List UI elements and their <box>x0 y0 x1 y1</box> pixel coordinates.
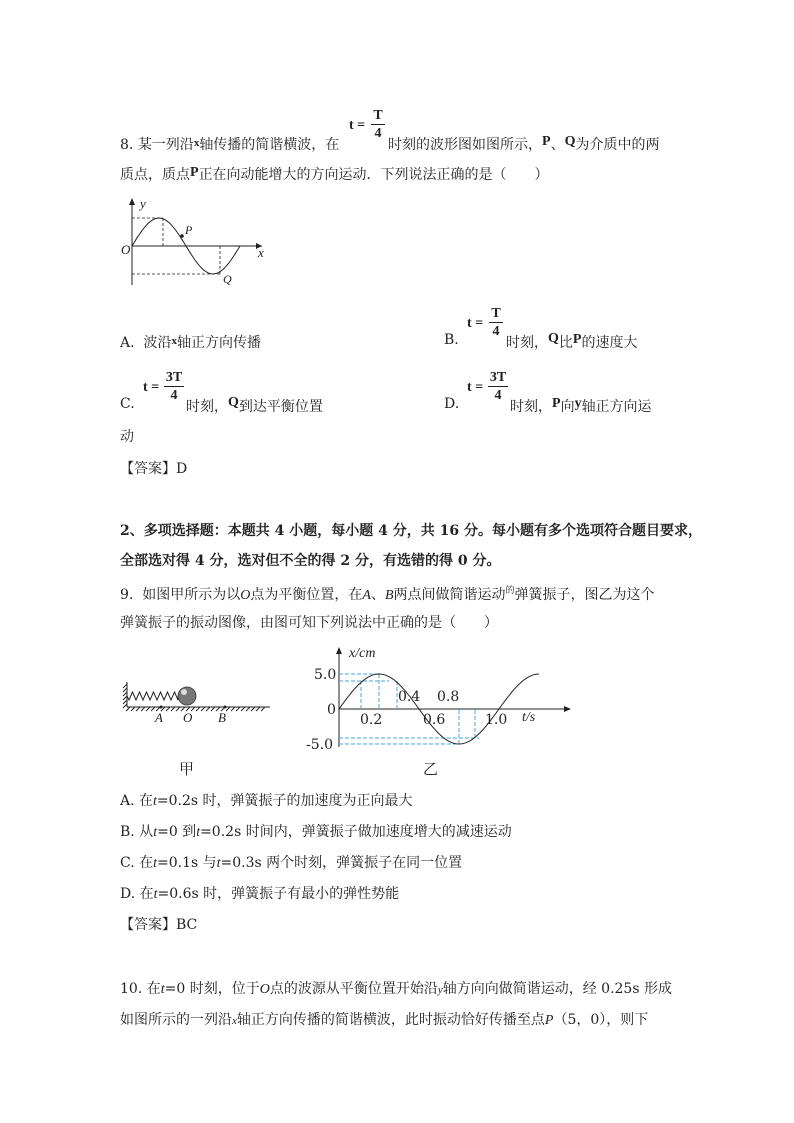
xtick-0.6: 0.6 <box>423 712 446 728</box>
option-label: A. <box>120 335 135 351</box>
q8-text: 轴传播的简谐横波，在 <box>199 137 340 153</box>
ytick-neg5: -5.0 <box>306 737 333 753</box>
x-symbol: x <box>232 1015 237 1027</box>
fig-Q-label: Q <box>223 272 232 286</box>
t-symbol: t <box>153 794 157 809</box>
t-equals: t = <box>467 316 484 331</box>
q10-line2 <box>120 1009 648 1029</box>
option-text: 轴正方向传播 <box>176 335 261 351</box>
chart-ylabel: x/cm <box>349 646 376 661</box>
q8-text: 、 <box>550 137 565 153</box>
xtick-0.2: 0.2 <box>360 712 383 728</box>
option-text: B. 从 <box>120 824 154 840</box>
t-symbol: t <box>160 982 165 997</box>
numerator: T <box>491 306 501 321</box>
A-symbol: A <box>362 588 371 603</box>
q9-text: 弹簧振子，图乙为这个 <box>514 587 655 603</box>
xtick-1.0: 1.0 <box>485 712 508 728</box>
option-text: =0.2s 时，弹簧振子的加速度为正向最大 <box>156 793 413 809</box>
xtick-0.4: 0.4 <box>398 689 421 705</box>
q9-option-A[interactable] <box>120 790 413 810</box>
t-arrow-icon <box>564 706 571 712</box>
Q-symbol: Q <box>564 134 576 149</box>
fig-O-label: O <box>183 710 193 725</box>
B-symbol: B <box>384 588 394 603</box>
q8-text: 为介质中的两 <box>575 137 660 153</box>
numerator: T <box>373 108 383 123</box>
t-symbol: t <box>153 887 158 902</box>
O-symbol: O <box>259 982 270 997</box>
origin-label: O <box>121 242 131 257</box>
q8-text: 某一列沿 <box>137 137 194 153</box>
q10-text: 轴方向向做简谐运动，经 0.25s 形成 <box>442 981 672 997</box>
P-symbol: P <box>542 134 551 149</box>
q8-text: 时刻的波形图如图所示， <box>388 137 542 153</box>
section2-heading-line1: 2、多项选择题：本题共 4 小题，每小题 4 分，共 16 分。每小题有多个选项符合题目要求， <box>120 523 702 539</box>
option-text: 轴正方向运 <box>581 399 652 415</box>
Q-symbol: Q <box>548 331 559 346</box>
option-text: A. 在 <box>120 793 154 809</box>
y-symbol: y <box>574 396 582 411</box>
q10-line1 <box>120 978 672 998</box>
option-text: C. 在 <box>120 855 154 871</box>
q9-answer: 【答案】BC <box>120 917 198 933</box>
Q-symbol: Q <box>228 395 239 410</box>
q10-text: 10. 在 <box>120 981 161 997</box>
x-label: x <box>258 245 264 260</box>
q8-number: 8. <box>120 137 134 153</box>
fig-P-label: P <box>185 223 193 237</box>
chart-xlabel: t/s <box>522 710 536 725</box>
t-equals: t = <box>349 118 366 133</box>
q8-option-B-label[interactable]: B. <box>444 332 459 348</box>
option-text: =0.2s 时间内，弹簧振子做加速度增大的减速运动 <box>200 824 512 840</box>
denominator: 4 <box>374 126 382 141</box>
q10-text: 轴正方向传播的简谐横波，此时振动恰好传播至点 <box>236 1012 545 1028</box>
t-equals: t = <box>143 380 160 395</box>
t-symbol: t <box>196 825 201 840</box>
ytick-5: 5.0 <box>314 667 337 683</box>
q10-text: 点的波源从平衡位置开始沿 <box>269 981 438 997</box>
q9-number: 9. <box>120 587 134 603</box>
q9-text: 如图甲所示为以 <box>142 587 241 603</box>
x-symbol: x <box>171 335 177 347</box>
y-symbol: y <box>437 984 443 996</box>
option-text: 波沿 <box>143 335 172 351</box>
q8-option-C-label[interactable]: C. <box>120 396 135 412</box>
t-symbol: t <box>216 856 221 871</box>
q9-text: 的 <box>505 586 515 596</box>
P-symbol: P <box>544 1013 554 1028</box>
O-symbol: O <box>240 588 251 603</box>
option-text: =0 到 <box>157 824 197 840</box>
option-text: 时刻， <box>186 399 228 415</box>
fig-A-label: A <box>155 710 163 725</box>
q9-text: 、 <box>370 587 385 603</box>
t-symbol: t <box>153 825 158 840</box>
q9-text: 两点间做简谐运动 <box>393 587 506 603</box>
fig-B-label: B <box>218 710 226 725</box>
q9-option-C[interactable] <box>120 852 462 872</box>
q8-text: 质点，质点 <box>120 167 190 183</box>
q8-option-D-label[interactable]: D. <box>444 396 460 412</box>
origin-tick: 0 <box>327 702 336 718</box>
denominator: 4 <box>170 388 178 403</box>
option-text: =0.3s 两个时刻，弹簧振子在同一位置 <box>220 855 463 871</box>
q9-text: 点为平衡位置，在 <box>250 587 363 603</box>
option-text: =0.1s 与 <box>157 855 217 871</box>
q8-text: 正在向动能增大的方向运动．下列说法正确的是（ ） <box>198 167 549 183</box>
q8-option-D-wrap: 动 <box>120 429 134 445</box>
P-symbol: P <box>190 165 199 180</box>
q9-option-D[interactable] <box>120 883 399 903</box>
option-text: 的速度大 <box>581 335 638 351</box>
numerator: 3T <box>165 370 183 385</box>
x-arrow-icon <box>336 647 342 654</box>
P-symbol: P <box>552 396 561 411</box>
y-label: y <box>140 196 146 211</box>
option-text: D. 在 <box>120 886 154 902</box>
P-symbol: P <box>572 332 582 347</box>
q9-line2: 弹簧振子的振动图像，由图可知下列说法中正确的是（ ） <box>120 615 498 631</box>
denominator: 4 <box>494 388 502 403</box>
x-symbol: x <box>193 137 200 149</box>
numerator: 3T <box>489 370 507 385</box>
xtick-0.8: 0.8 <box>437 689 460 705</box>
fig-jia-caption: 甲 <box>179 760 195 778</box>
q10-text: （5，0），则下 <box>553 1012 649 1028</box>
q9-option-B[interactable] <box>120 821 512 841</box>
q10-text: =0 时刻，位于 <box>164 981 260 997</box>
option-text: 向 <box>560 399 575 415</box>
q10-text: 如图所示的一列沿 <box>120 1012 232 1028</box>
denominator: 4 <box>492 324 500 339</box>
option-text: 到达平衡位置 <box>238 399 323 415</box>
option-text: =0.6s 时，弹簧振子有最小的弹性势能 <box>157 886 400 902</box>
q8-answer: 【答案】D <box>120 461 188 477</box>
section2-heading-line2: 全部选对得 4 分，选对但不全的得 2 分，有选错的得 0 分。 <box>120 553 501 569</box>
fig-yi-caption: 乙 <box>423 760 439 778</box>
option-text: 时刻， <box>510 399 552 415</box>
t-equals: t = <box>467 380 484 395</box>
option-text: 时刻， <box>506 335 548 351</box>
option-text: 比 <box>558 335 573 351</box>
t-symbol: t <box>153 856 158 871</box>
